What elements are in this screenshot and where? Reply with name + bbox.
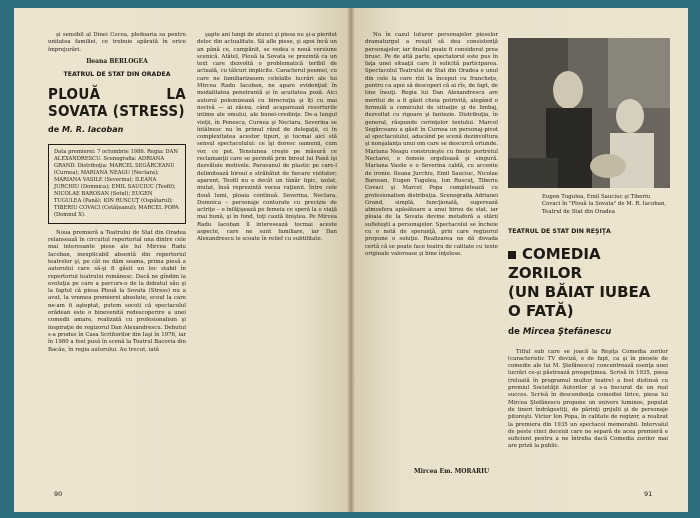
top-text: şi sensibil al Dinei Cocea, pledoaria sa pentru unitatea familiei, ce trebuie apărată în orice împrejurări. [48, 32, 186, 53]
bullet-square-icon [508, 251, 516, 259]
right-column-1 [365, 32, 498, 258]
left-column-2 [197, 32, 337, 244]
author-name-right: Mircea Ştefănescu [522, 327, 612, 338]
author-byline-right [508, 329, 668, 336]
title-line-4: O FATĂ) [508, 302, 574, 321]
play-title-right [508, 245, 668, 321]
production-photo [508, 38, 670, 188]
author-prefix: de [48, 125, 60, 135]
photo-caption: Eugen Tugulea, Emil Sauciuc şi Tiberiu Covaci în "Plouă la Sovata" de M. R. Iacoban, Teatrul de Stat din Oradea [542, 194, 667, 215]
page-number-left: 90 [54, 490, 63, 498]
left-col1-body: Noua premieră a Teatrului de Stat din Oradea relansează în circuitul repertorial una dintre cele mai interesante piese ale lui Mircea Radu Iacoban, inexplicabil absentă din repertoriul teatrelor şi, pe cât ne dăm seama, prima piesă a autorului care să-şi fi găsit un loc stabil în repertoriul teatrului românesc. Dacă ne gîndim la evoluţia pe care a parcurs-o de la debutul său şi la faptul că piesa Plouă la Sovata (Stress) nu a avut, la vremea premierei absolute, ecoul la care ne-am fi aşteptat, putem socoti că spectacolul orădean este o binevenită redescoperire a unei comedii amare, realizată cu profesionalism şi inspiraţie de regizorul Dan Alexandrescu. Debutul s-a produs în Casa Scriitorilor din Iaşi în 1976, iar în 1980 a fost pusă în scenă la Teatrul Bacovia din Bacău, în regia autorului. Au trecut, iată [48, 229, 186, 353]
author-name: M. R. Iacoban [61, 125, 124, 135]
play-title: PLOUĂ LA SOVATA (STRESS) [48, 85, 186, 121]
review-signature-right: Mircea Em. MORARIU [414, 468, 490, 475]
right-col2-body: Titlul sub care se joacă la Reşiţa Comedia zorilor (caracteristic TV deviză, e de fapt, ca şi în piesele de comedie ale lui M. Ştefănescu) concentrează esenţa unei lucrări ce-şi păstrează prospeţimea. Scrisă în 1935, piesa (reluată în programul multor teatre) a fost distinsă cu premiul Societăţii Autorilor şi s-a bucurat de un real succes. Scrisă în descendenţa comediei lirice, piesa lui Mircea Ştefănescu propune un univers luminos, populat de tineri îndrăgostiţi, de părinţi grijulii şi de personaje pitoreşti. Victor Ion Popa, în calitate de regizor, a realizat la premiera din 1935 un spectacol memorabil. Intervalul de peste cinci decenii care ne separă de acea premieră e suficient pentru a ne întreba dacă Comedia zorilor mai are priză la public. [508, 348, 668, 450]
cast-box: Data premierei: 7 octombrie 1986. Regia: DAN ALEXANDRESCU. Scenografia: ADRIANA GRAND. Distribuţia: MARCEL SEGĂRCEANU (Curnea); MARIANA NEAGU (Nectara); MARIANA VASILE (Severina); ILEANA JURCHIU (Domnica); EMIL SAUCIUC (Teofil); NICOLAE BAROSAN (Sotul); EUGEN TUGULEA (Pană); ION RUSCUŢ (Ospătarul); TIBERIU COVACI (Cetăţeanul); MARCEL POPA (Domnul X). [48, 144, 186, 224]
author-prefix-right: de [508, 327, 520, 338]
author-byline [48, 126, 186, 133]
title-line-2: ZORILOR [508, 264, 583, 283]
title-line-1: COMEDIA [508, 245, 668, 264]
photo-illustration [508, 38, 670, 188]
book-gutter [347, 8, 355, 512]
book-spread [14, 8, 688, 512]
left-col2-body: şapte ani lungi de atunci şi piesa nu şi-a pierdut deloc din actualitate. Să afle piese, şi apoi încă un an până ce, cumpănit, se vedea o nouă versiune scenică. Atâtel, Plouă la Sovata se prezintă ca un text care dezvoltă o problematică teribil de actuală, cu tâlcuri implicite. Caracterul poemei, cu care ne familiarizasem celelalte lucrări ale lui Mircea Radu Iacoban, ne apare evidenţiat în modalitatea penetrantă şi în acuitatea poză. Aici autorul polemizează cu birocraţia şi îţi cu mai nocivă — ai zăcea, când acaparează resorturile intime ale omului, ale bunei-credinţe. De-a lungul vieţii, în Penescu, Curnea şi Nectara, Severina se întâlnesc nu în primul rând de delegaţii, ci în complexitatea acestor tipuri, şi tocmai aici stă sensul spectacolului: ce îşi doresc oamenii, cum vor, ce pot. Tensiunea creşte pe măsură ce reclamanţii care se perindă prin biroul lui Pană îşi dezvăluie motivele. Paravanul de plastic pe care-l delimitează biroul e străbătut de fiecare vizitator; aparent, Teofil nu e decât un tânăr tipic, izolat, mutat, însă reprezintă vocea raţiunii. Între cele două lumi, ploaia continuă. Severina, Nectara, Domnica – personaje conturate cu precizie de actriţe – o înfăţişează pe femeia ce speră la o viaţă mai bună, şi în fond, toţi caută liniştea. Pe Mircea Radu Iacoban îl interesează tocmai aceste aspecte, care ne sunt familiare, iar Dan Alexandrescu le scoate în relief cu subtilitate. [197, 32, 337, 243]
title-line-3: (UN BĂIAT IUBEA [508, 283, 651, 302]
page-number-right: 91 [644, 490, 653, 498]
right-column-2 [508, 228, 668, 451]
left-column-1 [48, 32, 186, 354]
right-col1-body: Nu în cazul tuturor personajelor pieselor dramaturgul a reuşit să dea consistenţă personajelor, iar finalul poate fi considerat prea brusc. Pe de altă parte, spectatorul este pus în faţa unei situaţii care îi solicită participarea. Spectacolul Teatrului de Stat din Oradea e unul din cele la care rîzi la început cu franchețe, pentru ca apoi să descoperi că ai rîs, de fapt, de tine însuţi. Regia lui Dan Alexandrescu are meritul de a fi găsit cheia potrivită, alegând o formulă a comicului de situaţie şi de limbaj, dezvoltat cu rigoare şi fantezie. Distribuţia, în general, răspunde cerinţelor textului. Marcel Segărceanu a găsit în Curnea un personaj-pivot al spectacolului, aducând pe scenă dezinvoltura şi nonşalanţa unui om care se descurcă oriunde. Mariana Neagu construieşte cu finețe portretul Nectarei, o femeie orgolioasă şi singură. Mariana Vasile e o Severina caldă, cu accente de ironie. Ileana Jurchiu, Emil Sauciuc, Nicolae Barosan, Eugen Tugulea, Ion Ruscuţ, Tiberiu Covaci şi Marcel Popa completează cu profesionalism distribuţia. Scenografia Adrianei Grand, simplă, funcţională, sugerează atmosfera apăsătoare a unui birou de stat, iar ploaia de la Sovata devine metaforă a stării sufleteşti a personajelor. Spectacolul se încheie cu o notă de speranţă, prin care regizorul propune o soluţie. Realizarea ne dă dovada certă că se poate face teatru de calitate cu texte originale valoroase şi bine înţelese. [365, 32, 498, 257]
review-signature: Ileana BERLOGEA [86, 57, 148, 65]
theatre-heading-resita: TEATRUL DE STAT DIN REŞIŢA [508, 228, 611, 235]
theatre-heading-oradea: TEATRUL DE STAT DIN ORADEA [63, 71, 171, 79]
